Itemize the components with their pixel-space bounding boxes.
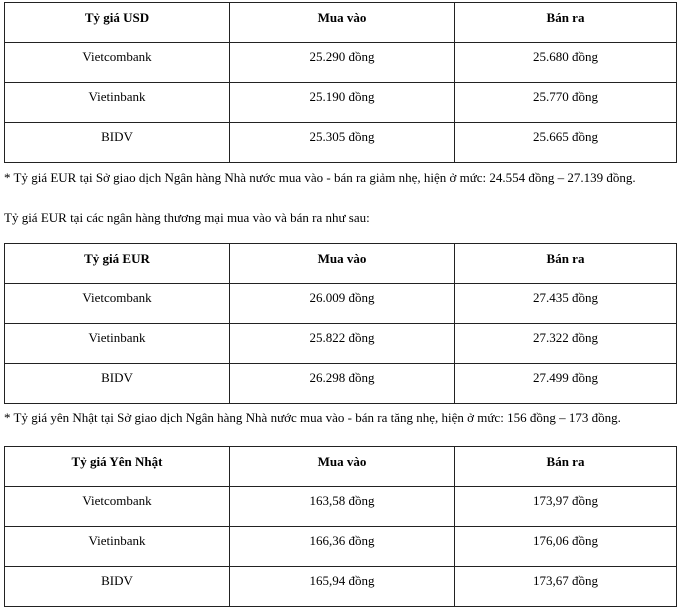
buy-rate: 26.009 đồng — [230, 284, 455, 324]
sell-rate: 25.665 đồng — [455, 123, 677, 163]
bank-name: BIDV — [5, 364, 230, 404]
sell-rate: 27.322 đồng — [455, 324, 677, 364]
bank-name: BIDV — [5, 123, 230, 163]
buy-rate: 25.290 đồng — [230, 43, 455, 83]
eur-rate-table — [4, 243, 677, 404]
buy-rate: 25.822 đồng — [230, 324, 455, 364]
table-header-row — [5, 244, 677, 284]
jpy-rate-table — [4, 446, 677, 607]
bank-name: Vietinbank — [5, 324, 230, 364]
table-row — [5, 567, 677, 607]
header-currency: Tỷ giá EUR — [5, 244, 230, 284]
header-currency: Tỷ giá USD — [5, 3, 230, 43]
sell-rate: 25.770 đồng — [455, 83, 677, 123]
sell-rate: 176,06 đồng — [455, 527, 677, 567]
bank-name: Vietcombank — [5, 43, 230, 83]
table-row — [5, 123, 677, 163]
sell-rate: 27.499 đồng — [455, 364, 677, 404]
bank-name: Vietinbank — [5, 83, 230, 123]
header-sell: Bán ra — [455, 244, 677, 284]
sell-rate: 173,67 đồng — [455, 567, 677, 607]
sell-rate: 27.435 đồng — [455, 284, 677, 324]
sell-rate: 173,97 đồng — [455, 487, 677, 527]
header-buy: Mua vào — [230, 447, 455, 487]
header-sell: Bán ra — [455, 447, 677, 487]
header-sell: Bán ra — [455, 3, 677, 43]
buy-rate: 165,94 đồng — [230, 567, 455, 607]
table-row — [5, 487, 677, 527]
table-row — [5, 527, 677, 567]
header-buy: Mua vào — [230, 3, 455, 43]
buy-rate: 166,36 đồng — [230, 527, 455, 567]
bank-name: Vietcombank — [5, 284, 230, 324]
usd-rate-table — [4, 2, 677, 163]
buy-rate: 25.190 đồng — [230, 83, 455, 123]
table-header-row — [5, 3, 677, 43]
jpy-sbv-note: * Tỷ giá yên Nhật tại Sở giao dịch Ngân hàng Nhà nước mua vào - bán ra tăng nhẹ, hiện ở mức: 156 đồng – 173 đồng. — [4, 410, 621, 425]
table-row — [5, 83, 677, 123]
table-header-row — [5, 447, 677, 487]
bank-name: Vietinbank — [5, 527, 230, 567]
eur-sbv-note: * Tỷ giá EUR tại Sở giao dịch Ngân hàng Nhà nước mua vào - bán ra giảm nhẹ, hiện ở mức: 24.554 đồng – 27.139 đồng. — [4, 170, 636, 185]
sell-rate: 25.680 đồng — [455, 43, 677, 83]
header-currency: Tỷ giá Yên Nhật — [5, 447, 230, 487]
buy-rate: 163,58 đồng — [230, 487, 455, 527]
buy-rate: 25.305 đồng — [230, 123, 455, 163]
buy-rate: 26.298 đồng — [230, 364, 455, 404]
table-row — [5, 364, 677, 404]
table-row — [5, 324, 677, 364]
table-row — [5, 43, 677, 83]
table-row — [5, 284, 677, 324]
bank-name: Vietcombank — [5, 487, 230, 527]
eur-commercial-note: Tỷ giá EUR tại các ngân hàng thương mại mua vào và bán ra như sau: — [4, 210, 370, 225]
bank-name: BIDV — [5, 567, 230, 607]
header-buy: Mua vào — [230, 244, 455, 284]
